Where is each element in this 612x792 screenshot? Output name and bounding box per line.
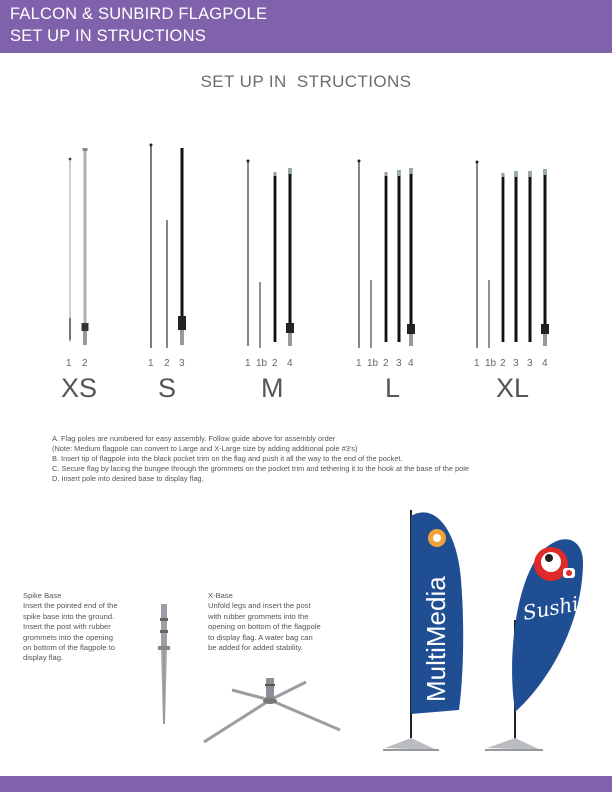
pole-set-l [358,160,416,349]
x-base-image [196,670,346,750]
instruction-line: B. Insert tip of flagpole into the black pocket trim on the flag and push it all the way to the end of the pocket. [52,454,403,464]
pole-number: 1 [66,358,72,369]
pole-number: 1 [474,358,480,369]
pole-number: 2 [82,358,88,369]
pole-number: 1 [356,358,362,369]
pole-number: 3 [179,358,185,369]
pole-set-s [150,144,187,349]
pole-number: 4 [287,358,293,369]
pole-number: 1 [245,358,251,369]
instruction-line: A. Flag poles are numbered for easy assembly. Follow guide above for assembly order [52,434,336,443]
pole-set-xl [476,161,550,349]
pole-number: 3 [513,358,519,369]
feather-flag-text: MultiMedia [421,576,451,702]
pole-number: 1b [485,358,497,369]
page-title: SET UP IN STRUCTIONS [200,72,412,91]
feather-flag-image [383,510,463,750]
pole-number: 4 [542,358,548,369]
pole-number: 4 [408,358,414,369]
pole-number: 2 [500,358,506,369]
pole-number: 1b [367,358,379,369]
spike-base-title: Spike Base [23,591,62,600]
x-base-description: X-Base Unfold legs and insert the post with rubber grommets into the opening on bottom of the flagpole to display flag. A water bag can be added for added stability. [208,591,321,653]
pole-number: 3 [527,358,533,369]
pole-set-m [247,160,295,349]
pole-set-xs [69,148,89,345]
header-title-line1: FALCON & SUNBIRD FLAGPOLE [10,5,268,23]
size-label-s: S [158,373,177,403]
teardrop-flag-image [485,539,583,750]
header-title-line2: SET UP IN STRUCTIONS [10,27,206,45]
pole-number: 1b [256,358,268,369]
instruction-line: (Note: Medium flagpole can convert to Large and X-Large size by adding additional pole #3's) [52,444,358,454]
header-banner [0,0,612,53]
spike-base-image [150,600,180,730]
pole-number: 2 [383,358,389,369]
instruction-line: D. Insert pole into desired base to display flag. [52,474,204,484]
pole-diagram [0,140,612,355]
x-base-title: X-Base [208,591,233,600]
pole-number: 3 [396,358,402,369]
size-label-m: M [261,373,284,403]
assembly-instructions [52,434,592,484]
instruction-line: C. Secure flag by lacing the bungee through the grommets on the pocket trim and tethering it to the hook at the base of the pole [52,464,470,474]
pole-number: 2 [164,358,170,369]
footer-bar [0,776,612,792]
teardrop-flag-text: Sushi [520,591,581,625]
size-label-l: L [385,373,401,403]
size-label-xs: XS [61,373,98,403]
flag-examples [375,500,595,760]
size-label-xl: XL [496,373,530,403]
pole-number: 2 [272,358,278,369]
pole-number: 1 [148,358,154,369]
spike-base-description: Spike Base Insert the pointed end of the spike base into the ground. Insert the post with rubber grommets into the opening on bottom of the flagpole to display flag. [23,591,118,663]
